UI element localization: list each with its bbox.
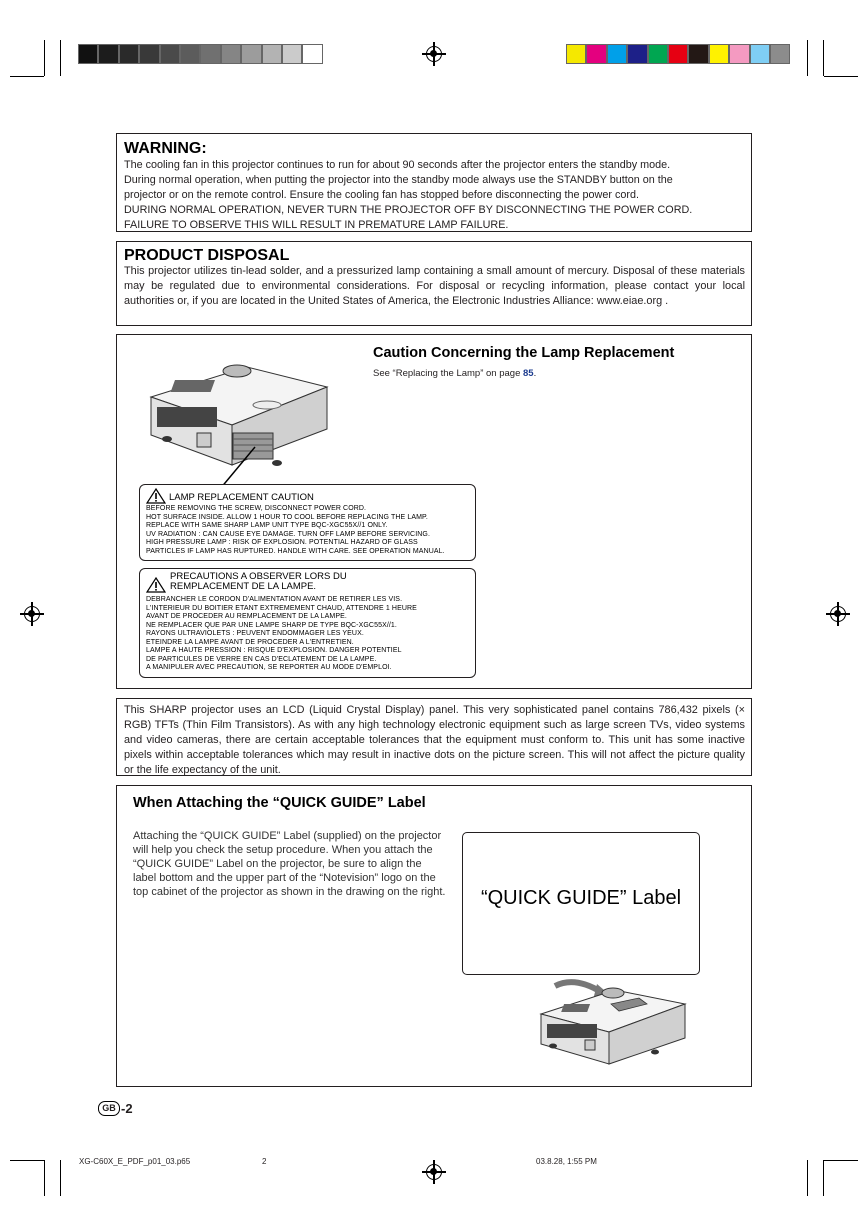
footer-date: 03.8.28, 1:55 PM <box>536 1157 597 1166</box>
quick-guide-box <box>116 785 752 1087</box>
see-suffix: . <box>533 368 537 379</box>
caution-en-text <box>146 505 445 556</box>
lamp-replacement-box <box>116 334 752 689</box>
quick-guide-title: When Attaching the “QUICK GUIDE” Label <box>133 795 426 811</box>
warning-line: The cooling fan in this projector continues to run for about 90 seconds after the projector enters the standby mode. <box>124 159 671 171</box>
warning-title: WARNING: <box>124 140 207 157</box>
footer-file-name: XG-C60X_E_PDF_p01_03.p65 <box>79 1157 191 1166</box>
caution-line: UV RADIATION : CAN CAUSE EYE DAMAGE. TURN OFF LAMP BEFORE SERVICING. <box>146 530 430 538</box>
color-swatch <box>668 44 688 64</box>
product-disposal-box <box>116 241 752 326</box>
lamp-caution-label-fr <box>139 568 476 678</box>
lamp-caution-label-en <box>139 484 476 561</box>
lamp-caution-title: Caution Concerning the Lamp Replacement <box>373 345 675 361</box>
caution-line: REPLACE WITH SAME SHARP LAMP UNIT TYPE BQC-XGC55X//1 ONLY. <box>146 522 388 529</box>
lcd-notice-box <box>116 698 752 776</box>
color-swatch <box>607 44 627 64</box>
caution-en-title: LAMP REPLACEMENT CAUTION <box>169 492 314 503</box>
registration-mark-right <box>830 606 846 622</box>
color-swatch <box>221 44 241 64</box>
caution-fr-text <box>146 596 417 673</box>
color-swatch <box>160 44 180 64</box>
lcd-text: This SHARP projector uses an LCD (Liquid Crystal Display) panel. This very sophisticated panel contains 786,432 pixels (× RGB) TFTs (Thin Film Transistors). As with any high technology electronic equipment such as large screen TVs, video systems and video cameras, there are certain acceptable tolerances that the equipment must conform to. This unit has some inactive pixels within acceptable tolerances which may result in inactive dots on the picture screen. This will not affect the picture quality or the life expectancy of the unit. <box>124 704 745 776</box>
quick-guide-label-text: “QUICK GUIDE” Label <box>480 887 682 909</box>
color-swatch <box>119 44 139 64</box>
color-swatch <box>282 44 302 64</box>
color-swatch <box>98 44 118 64</box>
color-swatch <box>729 44 749 64</box>
caution-line: HOT SURFACE INSIDE. ALLOW 1 HOUR TO COOL BEFORE REPLACING THE LAMP. <box>146 513 428 521</box>
quick-guide-text: Attaching the “QUICK GUIDE” Label (supplied) on the projector will help you check the setup procedure. When you attach the “QUICK GUIDE” Label on the projector, be sure to align the label bottom and the upper part of the “Notevision” logo on the top cabinet of the projector as shown in the drawing on the right. <box>133 830 446 898</box>
caution-line: AVANT DE PROCEDER AU REMPLACEMENT DE LA LAMPE. <box>146 613 347 620</box>
caution-line: DE PARTICULES DE VERRE EN CAS D'ECLATEMENT DE LA LAMPE. <box>146 655 377 663</box>
warning-line: projector or on the remote control. Ensure the cooling fan has stopped before disconnecting the power cord. <box>124 189 639 201</box>
caution-line: A MANIPULER AVEC PRECAUTION, SE REPORTER AU MODE D'EMPLOI. <box>146 664 392 671</box>
color-swatch <box>688 44 708 64</box>
color-swatch <box>200 44 220 64</box>
registration-mark-left <box>24 606 40 622</box>
color-swatch <box>302 44 322 64</box>
footer-page: 2 <box>262 1157 267 1166</box>
warning-box <box>116 133 752 232</box>
color-swatch <box>262 44 282 64</box>
color-swatch <box>566 44 586 64</box>
quick-guide-label-sample <box>462 832 700 975</box>
caution-fr-title-line: REMPLACEMENT DE LA LAMPE. <box>170 581 317 592</box>
color-swatch <box>648 44 668 64</box>
projector-label-illustration <box>535 974 697 1084</box>
caution-line: PARTICLES IF LAMP HAS RUPTURED. HANDLE WITH CARE. SEE OPERATION MANUAL. <box>146 547 445 555</box>
region-badge: GB <box>98 1101 120 1116</box>
color-swatch <box>750 44 770 64</box>
caution-line: HIGH PRESSURE LAMP : RISK OF EXPLOSION. POTENTIAL HAZARD OF GLASS <box>146 539 418 546</box>
warning-line: During normal operation, when putting the projector into the standby mode always use the STANDBY button on the <box>124 174 673 186</box>
warning-triangle-icon <box>146 577 166 593</box>
caution-line: DEBRANCHER LE CORDON D'ALIMENTATION AVANT DE RETIRER LES VIS. <box>146 596 403 603</box>
color-swatch <box>770 44 790 64</box>
caution-line: RAYONS ULTRAVIOLETS : PEUVENT ENDOMMAGER LES YEUX. <box>146 630 364 637</box>
disposal-title: PRODUCT DISPOSAL <box>124 247 290 264</box>
page-number-text: -2 <box>121 1101 133 1116</box>
caution-line: L'INTERIEUR DU BOITIER ETANT EXTREMEMENT CHAUD, ATTENDRE 1 HEURE <box>146 604 417 612</box>
color-swatch <box>627 44 647 64</box>
caution-fr-title-line: PRECAUTIONS A OBSERVER LORS DU <box>170 571 347 582</box>
page-number <box>98 1101 133 1116</box>
color-swatch <box>180 44 200 64</box>
disposal-text: This projector utilizes tin-lead solder, and a pressurized lamp containing a small amount of mercury. Disposal of these materials may be regulated due to environmental considerations. For disposal or recycling information, please contact your local authorities or, if you are located in the United States of America, the Electronic Industries Alliance: www.eiae.org . <box>124 265 745 307</box>
color-swatch <box>78 44 98 64</box>
color-swatch <box>709 44 729 64</box>
caution-line: BEFORE REMOVING THE SCREW, DISCONNECT POWER CORD. <box>146 505 367 512</box>
caution-line: ETEINDRE LA LAMPE AVANT DE PROCEDER A L'ENTRETIEN. <box>146 638 354 646</box>
color-swatch <box>586 44 606 64</box>
warning-text <box>124 158 746 233</box>
caution-fr-title <box>170 572 347 592</box>
projector-illustration <box>137 347 337 497</box>
color-swatch <box>139 44 159 64</box>
color-swatch <box>241 44 261 64</box>
registration-mark-bottom <box>426 1164 442 1180</box>
registration-mark-top <box>426 46 442 62</box>
page-link[interactable]: 85 <box>523 368 534 379</box>
caution-line: LAMPE A HAUTE PRESSION : RISQUE D'EXPLOSION. DANGER POTENTIEL <box>146 647 402 654</box>
warning-triangle-icon <box>146 488 166 504</box>
warning-line: DURING NORMAL OPERATION, NEVER TURN THE PROJECTOR OFF BY DISCONNECTING THE POWER CORD. <box>124 204 693 216</box>
see-prefix: See “Replacing the Lamp” on page <box>373 368 523 379</box>
caution-line: NE REMPLACER QUE PAR UNE LAMPE SHARP DE TYPE BQC-XGC55X//1. <box>146 621 397 629</box>
lamp-see-reference <box>373 368 536 379</box>
warning-line: FAILURE TO OBSERVE THIS WILL RESULT IN PREMATURE LAMP FAILURE. <box>124 219 509 231</box>
